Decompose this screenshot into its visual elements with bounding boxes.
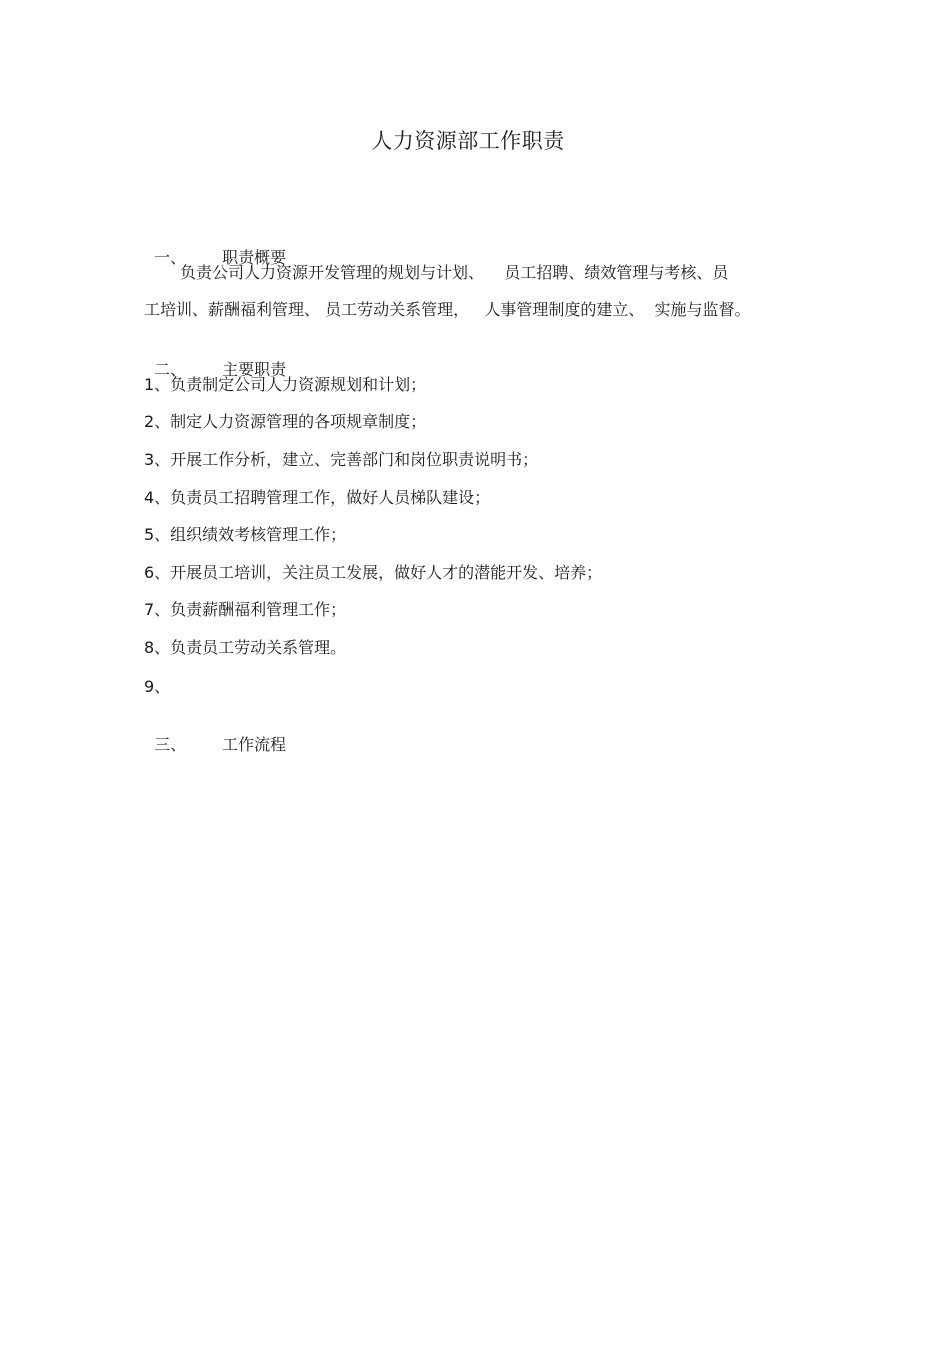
summary-paragraph-line-1: 负责公司人力资源开发管理的规划与计划、 员工招聘、绩效管理与考核、员	[180, 263, 729, 282]
duty-item: 1、负责制定公司人力资源规划和计划；	[144, 375, 427, 394]
section-3-header	[144, 712, 286, 756]
summary-paragraph-line-2: 工培训、薪酬福利管理、 员工劳动关系管理， 人事管理制度的建立、 实施与监督。	[144, 300, 751, 319]
duty-item: 5、组织绩效考核管理工作；	[144, 525, 347, 544]
duty-item: 4、负责员工招聘管理工作，做好人员梯队建设；	[144, 488, 491, 507]
duty-item: 7、负责薪酬福利管理工作；	[144, 600, 347, 619]
duty-item: 3、开展工作分析，建立、完善部门和岗位职责说明书；	[144, 450, 539, 469]
section-2-number: 二、	[154, 360, 187, 379]
section-3-heading: 工作流程	[222, 735, 287, 754]
duty-item: 6、开展员工培训，关注员工发展，做好人才的潜能开发、培养；	[144, 563, 603, 582]
duty-item: 8、负责员工劳动关系管理。	[144, 638, 347, 657]
section-2-heading: 主要职责	[222, 360, 287, 379]
document-title: 人力资源部工作职责	[371, 129, 565, 153]
duty-item: 2、制定人力资源管理的各项规章制度；	[144, 412, 427, 431]
section-1-heading: 职责概要	[222, 248, 287, 267]
section-3-number: 三、	[154, 735, 187, 754]
duty-item: 9、	[144, 677, 171, 696]
section-1-number: 一、	[154, 248, 187, 267]
